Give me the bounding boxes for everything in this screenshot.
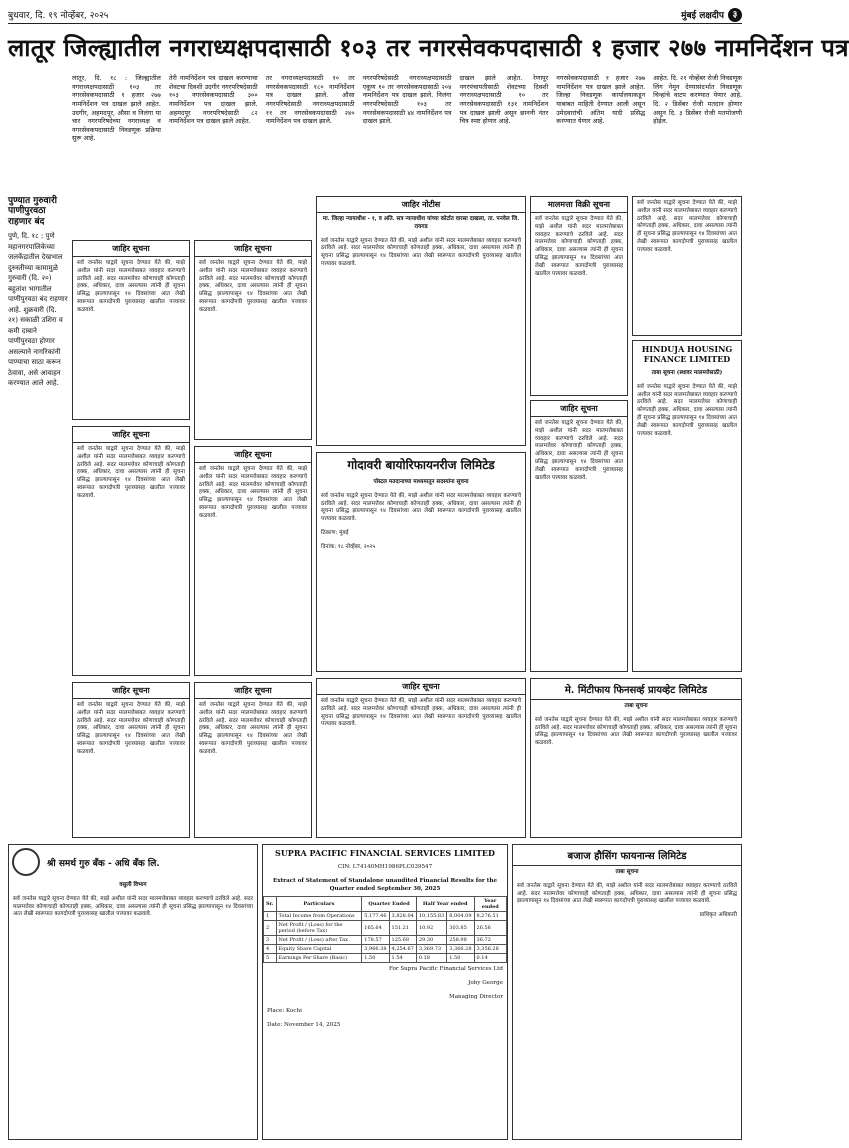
lead-story xyxy=(72,74,742,192)
ad-subtitle: ताबा सूचना xyxy=(624,703,648,709)
table-cell: 5,177.46 xyxy=(362,912,389,921)
bank-header xyxy=(9,845,257,879)
column-header: Quarter Ended xyxy=(362,897,417,912)
table-cell: 3,356.28 xyxy=(474,945,506,954)
notice-body: सर्व जनतेस याद्वारे सूचना देण्यात येते की, माझे अशील यांनी सदर मालमत्तेबाबत व्यवहार करण्याचे ठरविले आहे. सदर मालमत्तेवर कोणाचाही कोणताही हक्क, अधिकार, दावा असल्यास त्यांनी ही सूचना प्रसिद्ध झाल्यापासून १४ दिवसांच्या आत लेखी स्वरूपात कागदोपत्री पुराव्यासह खालील पत्त्यावर कळवावे. xyxy=(321,698,521,728)
left-story-title: पुण्यात गुरुवारी पाणीपुरवठा राहणार बंद xyxy=(8,196,57,227)
signer-name: Joby George xyxy=(468,980,503,987)
mintifi-ad xyxy=(530,678,742,838)
table-cell: 36.72 xyxy=(474,936,506,945)
main-headline: लातूर जिल्ह्यातील नगराध्यक्षपदासाठी १०३ तर नगरसेवकपदासाठी १ हजार २७७ नामनिर्देशन पत्र xyxy=(8,33,849,62)
signer-role: Managing Director xyxy=(448,994,503,1001)
godavari-ad xyxy=(316,452,526,672)
court-name: मा. जिल्हा न्यायाधीश - १, व अति. सत्र न्यायाधीश यांच्या कोर्टात वारसा दाखला, ता. पनवेल जि. रायगड xyxy=(322,216,520,230)
table-cell: Net Profit / (Loss) for the period (before Tax) xyxy=(276,921,362,936)
lead-para: लातूर, दि. १८ : जिल्ह्यातील नगराध्यक्षपदासाठी १०३ तर नगरसेवकपदासाठी १ हजार २७७ नामनिर्देशन पत्र दाखल झाले आहेत. उदगीर, अहमदपूर, औसा व निलंगा या चार नगरपरिषदेच्या नगराध्यक्ष व नगरसेवकपदासाठी निवडणूक प्रक्रिया सुरू आहे. xyxy=(72,74,161,143)
table-row xyxy=(264,954,507,963)
table-cell: Net Profit / (Loss) after Tax xyxy=(276,936,362,945)
lead-para: तर नगराध्यक्षपदासाठी १० तर नगरसेवकपदासाठी १८० नामनिर्देशन पत्र दाखल झाले. औसा नगरपरिषदेसाठी नगराध्यक्षपदासाठी ११ तर नगरसेवकपदासाठी २४० नामनिर्देशन पत्र दाखल झाले. xyxy=(265,74,355,126)
page-number: ३ xyxy=(728,8,742,22)
table-cell: 2 xyxy=(264,921,277,936)
notice-heading: जाहिर सूचना xyxy=(73,683,189,699)
lead-para: नगरपरिषदेसाठी नगराध्यक्षपदासाठी एकूण १० तर नगरसेवकपदासाठी २०४ नामनिर्देशन पत्र दाखल झाले. निलंगा नगरपरिषदेसाठी १०३ तर नगरसेवकपदासाठी ४४ नामनिर्देशन पत्र दाखल झाले. xyxy=(362,74,452,126)
table-cell: Equity Share Capital xyxy=(276,945,362,954)
ad-place: Place: Kochi xyxy=(267,1007,302,1014)
notice-heading: जाहिर नोटीस xyxy=(317,197,525,213)
table-cell: 4,254.67 xyxy=(389,945,416,954)
notice-heading: जाहिर सूचना xyxy=(195,683,311,699)
notice-heading: जाहिर सूचना xyxy=(73,241,189,257)
table-cell: 258.98 xyxy=(447,936,474,945)
table-cell: 4 xyxy=(264,945,277,954)
notice-box xyxy=(72,682,190,838)
ad-subtitle: वसुली विभाग xyxy=(119,882,147,888)
notice-body: सर्व जनतेस याद्वारे सूचना देण्यात येते की, माझे अशील यांनी सदर मालमत्तेबाबत व्यवहार करण्याचे ठरविले आहे. सदर मालमत्तेवर कोणाचाही कोणताही हक्क, अधिकार, दावा असल्यास त्यांनी ही सूचना प्रसिद्ध झाल्यापासून १४ दिवसांच्या आत लेखी स्वरूपात कागदोपत्री पुराव्यासह खालील पत्त्यावर कळवावे. xyxy=(637,200,737,253)
lead-para: तेरी नामनिर्देशन पत्र दाखल करण्याचा शेवटचा दिवशी उदगीर नगरपरिषदेसाठी १०३ नगरसेवकपदासाठी ३०० नामनिर्देशन पत्र दाखल झाले. अहमदपूर नगरपरिषदेसाठी ८२ नामनिर्देशन पत्र दाखल झाले आहेत. xyxy=(168,74,258,126)
table-cell: 3,369.73 xyxy=(416,945,446,954)
notice-box xyxy=(194,682,312,838)
table-cell: 0.14 xyxy=(474,954,506,963)
ad-date: दिनांक: १८ नोव्हेंबर, २०२५ xyxy=(321,543,376,550)
lead-para: दाखल झाले आहेत. रेणापूर नगरपंचायतीसाठी शेवटच्या दिवशी नगराध्यक्षपदासाठी १० तर नगरसेवकपदासाठी १३१ नामनिर्देशन पत्र दाखल झाली असून छाननी नंतर चित्र स्पष्ट होणार आहे. xyxy=(459,74,549,126)
possession-notice-box xyxy=(632,196,742,336)
notice-body: सर्व जनतेस याद्वारे सूचना देण्यात येते की, माझे अशील यांनी सदर मालमत्तेबाबत व्यवहार करण्याचे ठरविले आहे. सदर मालमत्तेवर कोणाचाही कोणताही हक्क, अधिकार, दावा असल्यास त्यांनी ही सूचना प्रसिद्ध झाल्यापासून १४ दिवसांच्या आत लेखी स्वरूपात कागदोपत्री पुराव्यासह खालील पत्त्यावर कळवावे. xyxy=(321,492,521,523)
court-notice-box xyxy=(316,196,526,446)
table-cell: 26.56 xyxy=(474,921,506,936)
table-cell: 8,276.51 xyxy=(474,912,506,921)
ad-date: Date: November 14, 2025 xyxy=(267,1021,341,1028)
table-cell: 3,966.38 xyxy=(362,945,389,954)
company-name: गोदावरी बायोरिफायनरीज लिमिटेड xyxy=(347,458,495,472)
notice-body: सर्व जनतेस याद्वारे सूचना देण्यात येते की, माझे अशील यांनी सदर मालमत्तेबाबत व्यवहार करण्याचे ठरविले आहे. सदर मालमत्तेवर कोणाचाही कोणताही हक्क, अधिकार, दावा असल्यास त्यांनी ही सूचना प्रसिद्ध झाल्यापासून १४ दिवसांच्या आत लेखी स्वरूपात कागदोपत्री पुराव्यासह खालील पत्त्यावर कळवावे. xyxy=(13,895,253,918)
table-cell: 1.54 xyxy=(389,954,416,963)
notice-body: सर्व जनतेस याद्वारे सूचना देण्यात येते की, माझे अशील यांनी सदर मालमत्तेबाबत व्यवहार करण्याचे ठरविले आहे. सदर मालमत्तेवर कोणाचाही कोणताही हक्क, अधिकार, दावा असल्यास त्यांनी ही सूचना प्रसिद्ध झाल्यापासून १४ दिवसांच्या आत लेखी स्वरूपात कागदोपत्री पुराव्यासह खालील पत्त्यावर कळवावे. xyxy=(535,420,623,481)
ad-subtitle: पोस्टल मतदानाच्या माध्यमातून सदस्यांना सूचना xyxy=(373,479,469,485)
table-cell: 29.30 xyxy=(416,936,446,945)
notice-box xyxy=(194,446,312,676)
notice-body: सर्व जनतेस याद्वारे सूचना देण्यात येते की, माझे अशील यांनी सदर मालमत्तेबाबत व्यवहार करण्याचे ठरविले आहे. सदर मालमत्तेवर कोणाचाही कोणताही हक्क, अधिकार, दावा असल्यास त्यांनी ही सूचना प्रसिद्ध झाल्यापासून १४ दिवसांच्या आत लेखी स्वरूपात कागदोपत्री पुराव्यासह खालील पत्त्यावर कळवावे. xyxy=(199,260,307,313)
column-header: Particulars xyxy=(276,897,362,912)
notice-heading: जाहिर सूचना xyxy=(73,427,189,443)
newspaper-name: मुंबई लक्षदीप xyxy=(681,11,724,21)
bajaj-ad xyxy=(512,844,742,1140)
bank-logo-icon xyxy=(12,848,40,876)
notice-heading: जाहिर सूचना xyxy=(531,401,627,417)
masthead xyxy=(8,6,742,24)
table-cell: 0.18 xyxy=(416,954,446,963)
company-name: बजाज हौसिंग फायनान्स लिमिटेड xyxy=(513,845,741,866)
table-row xyxy=(264,945,507,954)
table-title: Extract of Statement of Standalone unaudited Financial Results for the Quarter ended September 30, 2025 xyxy=(272,877,498,892)
company-cin: CIN: L74140MH1986PLC039547 xyxy=(337,864,433,870)
issue-date: बुधवार, दि. १९ नोव्हेंबर, २०२५ xyxy=(8,11,109,21)
company-name: श्री समर्थ गुरु बँक - अधि बँक लि. xyxy=(47,858,160,869)
notice-heading: जाहिर सूचना xyxy=(195,447,311,463)
ad-subtitle: ताबा सूचना (स्थावर मालमत्तेसाठी) xyxy=(651,370,723,376)
table-cell: 165.64 xyxy=(362,921,389,936)
notice-body: सर्व जनतेस याद्वारे सूचना देण्यात येते की, माझे अशील यांनी सदर मालमत्तेबाबत व्यवहार करण्याचे ठरविले आहे. सदर मालमत्तेवर कोणाचाही कोणताही हक्क, अधिकार, दावा असल्यास त्यांनी ही सूचना प्रसिद्ध झाल्यापासून १४ दिवसांच्या आत लेखी स्वरूपात कागदोपत्री पुराव्यासह खालील पत्त्यावर कळवावे. xyxy=(535,216,623,277)
signature-line: प्राधिकृत अधिकारी xyxy=(699,912,737,919)
table-cell: Earnings Per Share (Basic) xyxy=(276,954,362,963)
financial-table xyxy=(263,896,507,963)
table-cell: 151.21 xyxy=(389,921,416,936)
table-cell: 10,155.83 xyxy=(416,912,446,921)
notice-body: सर्व जनतेस याद्वारे सूचना देण्यात येते की, माझे अशील यांनी सदर मालमत्तेबाबत व्यवहार करण्याचे ठरविले आहे. सदर मालमत्तेवर कोणाचाही कोणताही हक्क, अधिकार, दावा असल्यास त्यांनी ही सूचना प्रसिद्ध झाल्यापासून १४ दिवसांच्या आत लेखी स्वरूपात कागदोपत्री पुराव्यासह खालील पत्त्यावर कळवावे. xyxy=(77,702,185,755)
notice-heading: जाहिर सूचना xyxy=(195,241,311,257)
table-cell: 303.85 xyxy=(447,921,474,936)
supra-pacific-ad xyxy=(262,844,508,1140)
notice-body: सर्व जनतेस याद्वारे सूचना देण्यात येते की, माझे अशील यांनी सदर मालमत्तेबाबत व्यवहार करण्याचे ठरविले आहे. सदर मालमत्तेवर कोणाचाही कोणताही हक्क, अधिकार, दावा असल्यास त्यांनी ही सूचना प्रसिद्ध झाल्यापासून १४ दिवसांच्या आत लेखी स्वरूपात कागदोपत्री पुराव्यासह खालील पत्त्यावर कळवावे. xyxy=(77,260,185,313)
notice-body: सर्व जनतेस याद्वारे सूचना देण्यात येते की, माझे अशील यांनी सदर मालमत्तेबाबत व्यवहार करण्याचे ठरविले आहे. सदर मालमत्तेवर कोणाचाही कोणताही हक्क, अधिकार, दावा असल्यास त्यांनी ही सूचना प्रसिद्ध झाल्यापासून १४ दिवसांच्या आत लेखी स्वरूपात कागदोपत्री पुराव्यासह खालील पत्त्यावर कळवावे. xyxy=(535,716,737,747)
notice-body: सर्व जनतेस याद्वारे सूचना देण्यात येते की, माझे अशील यांनी सदर मालमत्तेबाबत व्यवहार करण्याचे ठरविले आहे. सदर मालमत्तेवर कोणाचाही कोणताही हक्क, अधिकार, दावा असल्यास त्यांनी ही सूचना प्रसिद्ध झाल्यापासून १४ दिवसांच्या आत लेखी स्वरूपात कागदोपत्री पुराव्यासह खालील पत्त्यावर कळवावे. xyxy=(321,237,521,268)
notice-box xyxy=(316,678,526,838)
table-cell: 178.57 xyxy=(362,936,389,945)
column-header: Sr. xyxy=(264,897,277,912)
hinduja-ad xyxy=(632,340,742,672)
sign-company: For Supra Pacific Financial Services Ltd xyxy=(388,966,503,973)
ad-place: ठिकाण: मुंबई xyxy=(321,530,349,537)
notice-body: सर्व जनतेस याद्वारे सूचना देण्यात येते की, माझे अशील यांनी सदर मालमत्तेबाबत व्यवहार करण्याचे ठरविले आहे. सदर मालमत्तेवर कोणाचाही कोणताही हक्क, अधिकार, दावा असल्यास त्यांनी ही सूचना प्रसिद्ध झाल्यापासून १४ दिवसांच्या आत लेखी स्वरूपात कागदोपत्री पुराव्यासह खालील पत्त्यावर कळवावे. xyxy=(199,702,307,755)
table-cell: 3,366.28 xyxy=(447,945,474,954)
table-cell: 1.50 xyxy=(447,954,474,963)
table-row xyxy=(264,921,507,936)
notice-box xyxy=(530,400,628,672)
table-cell: 1 xyxy=(264,912,277,921)
masthead-right xyxy=(681,8,742,22)
table-cell: 125.68 xyxy=(389,936,416,945)
table-cell: 5 xyxy=(264,954,277,963)
sale-notice-box xyxy=(530,196,628,396)
table-cell: Total Income from Operations xyxy=(276,912,362,921)
notice-box xyxy=(72,426,190,676)
table-cell: 3,828.04 xyxy=(389,912,416,921)
notice-body: सर्व जनतेस याद्वारे सूचना देण्यात येते की, माझे अशील यांनी सदर मालमत्तेबाबत व्यवहार करण्याचे ठरविले आहे. सदर मालमत्तेवर कोणाचाही कोणताही हक्क, अधिकार, दावा असल्यास त्यांनी ही सूचना प्रसिद्ध झाल्यापासून १४ दिवसांच्या आत लेखी स्वरूपात कागदोपत्री पुराव्यासह खालील पत्त्यावर कळवावे. xyxy=(637,383,737,437)
table-cell: 8,004.09 xyxy=(447,912,474,921)
notice-body: सर्व जनतेस याद्वारे सूचना देण्यात येते की, माझे अशील यांनी सदर मालमत्तेबाबत व्यवहार करण्याचे ठरविले आहे. सदर मालमत्तेवर कोणाचाही कोणताही हक्क, अधिकार, दावा असल्यास त्यांनी ही सूचना प्रसिद्ध झाल्यापासून १४ दिवसांच्या आत लेखी स्वरूपात कागदोपत्री पुराव्यासह खालील पत्त्यावर कळवावे. xyxy=(517,882,737,905)
column-header: Half Year ended xyxy=(416,897,474,912)
column-header: Year ended xyxy=(474,897,506,912)
left-column-story xyxy=(8,196,68,796)
lead-para: आहेत. दि. २१ नोव्हेंबर रोजी निवडणूक लिंग नेमून देण्यासंदर्भात निवडणूक चिन्हांचे वाटप करण्यात येणार आहे. दि. २ डिसेंबर रोजी मतदान होणार असून दि. ३ डिसेंबर रोजी मतमोजणी होईल. xyxy=(653,74,743,126)
company-name: SUPRA PACIFIC FINANCIAL SERVICES LIMITED xyxy=(275,848,495,858)
table-cell: 1.50 xyxy=(362,954,389,963)
table-cell: 3 xyxy=(264,936,277,945)
company-name: मे. मिंटीफाय फिनसर्व्ह प्रायव्हेट लिमिटेड xyxy=(531,679,741,700)
notice-heading: जाहिर सूचना xyxy=(317,679,525,695)
notice-heading: मालमत्ता विक्री सूचना xyxy=(531,197,627,213)
left-story-body: पुणे, दि. १८ : पुणे महानगरपालिकेच्या जलकेंद्रातील देखभाल दुरुस्तीच्या कामामुळे गुरुवारी (दि. २०) बहुतांश भागातील पाणीपुरवठा बंद राहणार आहे. शुक्रवारी (दि. २१) सकाळी उशिरा व कमी दाबाने पाणीपुरवठा होणार असल्याने नागरिकांनी पाण्याचा साठा करून ठेवावा, असे आवाहन करण्यात आले आहे. xyxy=(8,232,68,388)
notice-body: सर्व जनतेस याद्वारे सूचना देण्यात येते की, माझे अशील यांनी सदर मालमत्तेबाबत व्यवहार करण्याचे ठरविले आहे. सदर मालमत्तेवर कोणाचाही कोणताही हक्क, अधिकार, दावा असल्यास त्यांनी ही सूचना प्रसिद्ध झाल्यापासून १४ दिवसांच्या आत लेखी स्वरूपात कागदोपत्री पुराव्यासह खालील पत्त्यावर कळवावे. xyxy=(77,446,185,499)
samarth-bank-ad xyxy=(8,844,258,1140)
table-cell: 10.92 xyxy=(416,921,446,936)
company-name: HINDUJA HOUSING FINANCE LIMITED xyxy=(641,344,733,364)
table-row xyxy=(264,936,507,945)
lead-para: नगरसेवकपदासाठी १ हजार २७७ नामनिर्देशन पत्र दाखल झाले आहेत. जिल्हा निवडणूक कार्यालयाकडून याबाबत माहिती देण्यात आली असून उमेदवारांची अंतिम यादी प्रसिद्ध करण्यात येणार आहे. xyxy=(556,74,646,126)
notice-box xyxy=(72,240,190,420)
ad-subtitle: ताबा सूचना xyxy=(615,869,639,875)
table-row xyxy=(264,912,507,921)
notice-body: सर्व जनतेस याद्वारे सूचना देण्यात येते की, माझे अशील यांनी सदर मालमत्तेबाबत व्यवहार करण्याचे ठरविले आहे. सदर मालमत्तेवर कोणाचाही कोणताही हक्क, अधिकार, दावा असल्यास त्यांनी ही सूचना प्रसिद्ध झाल्यापासून १४ दिवसांच्या आत लेखी स्वरूपात कागदोपत्री पुराव्यासह खालील पत्त्यावर कळवावे. xyxy=(199,466,307,519)
notice-box xyxy=(194,240,312,440)
